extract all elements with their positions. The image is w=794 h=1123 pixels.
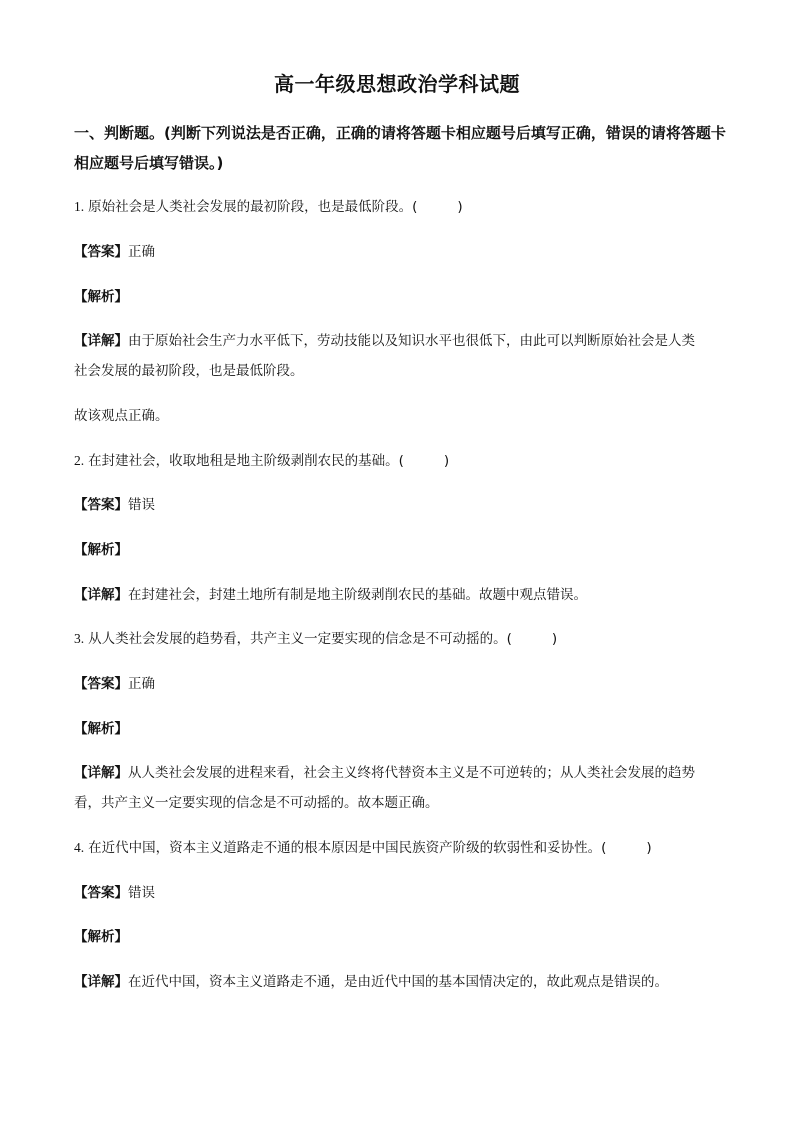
- detail-text: 看，共产主义一定要实现的信念是不可动摇的。故本题正确。: [74, 795, 439, 811]
- question-2-answer: [74, 490, 724, 520]
- question-4-analysis: [74, 922, 724, 952]
- answer-label: 【答案】: [74, 676, 128, 692]
- question-3-analysis: [74, 714, 724, 744]
- question-1-analysis: [74, 282, 724, 312]
- question-close: ): [457, 199, 463, 215]
- question-1-detail-line-2: [74, 356, 724, 386]
- question-4-answer: [74, 878, 724, 908]
- question-number: 2.: [74, 453, 85, 468]
- analysis-label: 【解析】: [74, 542, 128, 558]
- detail-label: 【详解】: [74, 974, 128, 990]
- detail-text: 社会发展的最初阶段，也是最低阶段。: [74, 363, 304, 379]
- question-close: ): [443, 453, 450, 469]
- page-title: 高一年级思想政治学科试题: [274, 72, 520, 96]
- detail-text: 从人类社会发展的进程来看，社会主义终将代替资本主义是不可逆转的；从人类社会发展的趋势: [128, 765, 695, 781]
- question-3-answer: [74, 669, 724, 699]
- question-1-stem: [74, 192, 724, 222]
- question-close: ): [646, 840, 652, 856]
- question-text: 在封建社会，收取地租是地主阶级剥削农民的基础。(: [88, 453, 404, 469]
- section-heading: 一、判断题。(判断下列说法是否正确，正确的请将答题卡相应题号后填写正确，错误的请将答题卡相应题号后填写错误。): [74, 124, 726, 172]
- question-text: 从人类社会发展的趋势看，共产主义一定要实现的信念是不可动摇的。(: [88, 631, 512, 647]
- question-3-detail-line-1: [74, 758, 724, 788]
- question-text: 在近代中国，资本主义道路走不通的根本原因是中国民族资产阶级的软弱性和妥协性。(: [88, 840, 607, 856]
- answer-value: 错误: [128, 885, 155, 901]
- question-number: 4.: [74, 840, 85, 855]
- answer-value: 正确: [128, 676, 155, 692]
- conclusion-text: 故该观点正确。: [74, 408, 169, 424]
- question-1-conclusion: [74, 401, 724, 431]
- analysis-label: 【解析】: [74, 929, 128, 945]
- answer-label: 【答案】: [74, 244, 128, 260]
- detail-label: 【详解】: [74, 587, 128, 603]
- analysis-label: 【解析】: [74, 721, 128, 737]
- answer-value: 正确: [128, 244, 155, 260]
- detail-label: 【详解】: [74, 333, 128, 349]
- detail-text: 由于原始社会生产力水平低下，劳动技能以及知识水平也很低下，由此可以判断原始社会是人类: [128, 333, 695, 349]
- answer-value: 错误: [128, 497, 155, 513]
- question-1-detail-line-1: [74, 326, 724, 356]
- question-2-stem: [74, 446, 724, 476]
- answer-label: 【答案】: [74, 497, 128, 513]
- detail-text: 在封建社会，封建土地所有制是地主阶级剥削农民的基础。故题中观点错误。: [128, 587, 587, 603]
- question-text: 原始社会是人类社会发展的最初阶段，也是最低阶段。(: [88, 199, 418, 215]
- analysis-label: 【解析】: [74, 289, 128, 305]
- question-1-answer: [74, 237, 724, 267]
- question-4-detail-line-1: [74, 967, 724, 997]
- detail-text: 在近代中国，资本主义道路走不通，是由近代中国的基本国情决定的，故此观点是错误的。: [128, 974, 668, 990]
- question-3-detail-line-2: [74, 788, 724, 818]
- question-2-detail-line-1: [74, 580, 724, 610]
- question-number: 3.: [74, 631, 85, 646]
- question-4-stem: [74, 833, 724, 863]
- question-number: 1.: [74, 199, 85, 214]
- answer-label: 【答案】: [74, 885, 128, 901]
- detail-label: 【详解】: [74, 765, 128, 781]
- question-close: ): [551, 631, 558, 647]
- question-3-stem: [74, 624, 724, 654]
- question-2-analysis: [74, 535, 724, 565]
